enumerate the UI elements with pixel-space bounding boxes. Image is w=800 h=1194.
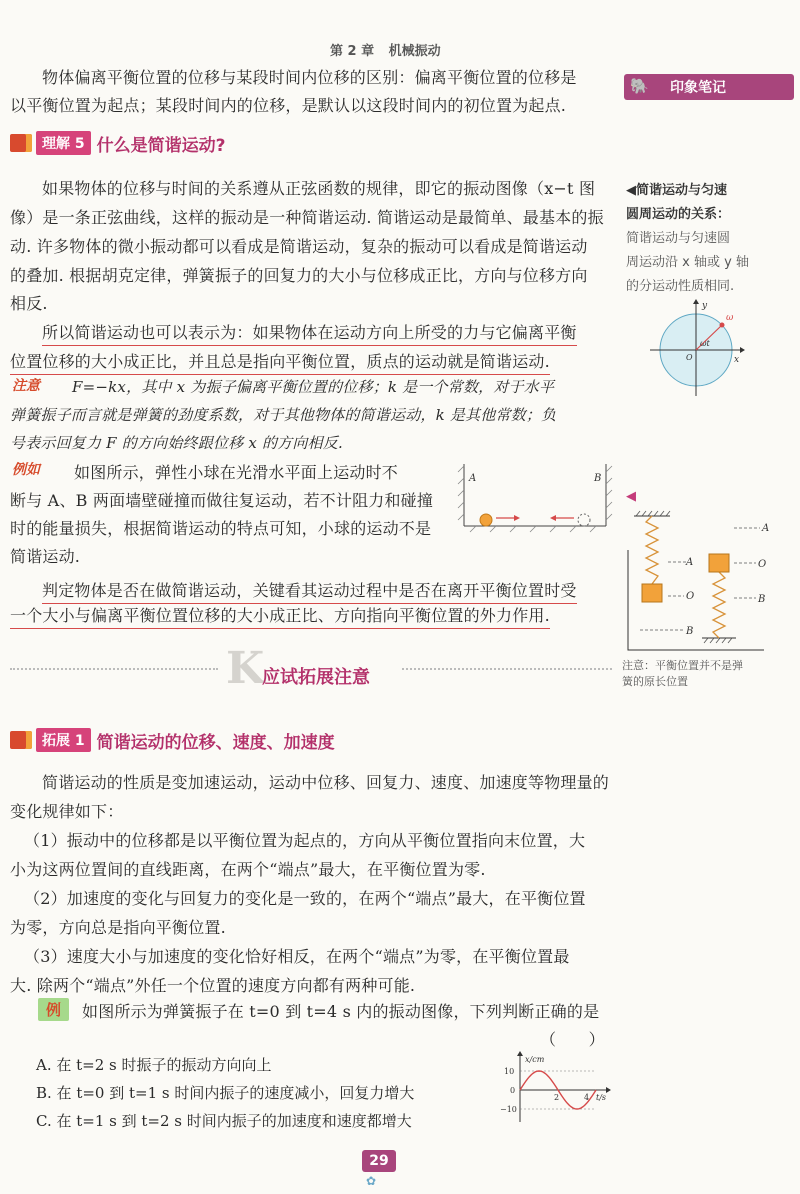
wall-b-label: B (594, 473, 602, 484)
sidebar-arrow: ◀ (626, 489, 636, 504)
example-label: 例 (38, 998, 69, 1021)
section-tag-understand-5 (10, 132, 226, 154)
relation-body-l1: 简谐运动与匀速圆 (626, 231, 731, 246)
graph-xlabel: t/s (596, 1093, 607, 1102)
section-title: 简谐运动的位移、速度、加速度 (96, 732, 335, 753)
intro-line-1: 物体偏离平衡位置的位移与某段时间内位移的区别：偏离平衡位置的位移是 (42, 68, 577, 87)
s2-p1-l2: 变化规律如下： (10, 802, 124, 821)
ex-l4: 简谐运动. (10, 547, 81, 566)
ball (480, 514, 492, 526)
relation-body-l3: 的分运动性质相同. (626, 279, 735, 294)
chapter-number: 第 2 章 (330, 44, 375, 59)
note-l2: 弹簧振子而言就是弹簧的劲度系数，对于其他物体的简谐运动，k 是其他常数；负 (10, 406, 557, 424)
circle-motion-diagram (646, 298, 746, 398)
s1-p1-l2: 像）是一条正弦曲线，这样的振动是一种简谐运动. 简谐运动是最简单、最基本的振 (10, 208, 604, 227)
ball-wall-figure (456, 462, 616, 536)
s2-p1-l1: 简谐运动的性质是变加速运动，运动中位移、回复力、速度、加速度等物理量的 (42, 773, 610, 792)
bird-icon: ✿ (366, 1174, 377, 1188)
relation-title-l2: 圆周运动的关系： (626, 207, 731, 222)
graph-t2: 2 (554, 1093, 560, 1102)
graph-ylabel: x/cm (525, 1055, 545, 1064)
spring-diagram (624, 510, 774, 656)
svg-text:B: B (758, 594, 766, 605)
svg-text:B: B (686, 626, 694, 637)
example-badge-text: 例如 (12, 462, 40, 478)
graph-y-bot: −10 (500, 1105, 517, 1114)
s2-i2-l2: 为零，方向总是指向平衡位置. (10, 918, 226, 937)
note-badge (12, 375, 40, 395)
ex-l1: 如图所示，弹性小球在光滑水平面上运动时不 (74, 463, 399, 482)
section-title: 什么是简谐运动? (96, 135, 226, 156)
graph-y-top: 10 (504, 1067, 515, 1076)
section-tag-extend-1 (10, 729, 335, 751)
s2-i2-l1: （2）加速度的变化与回复力的变化是一致的，在两个“端点”最大，在平衡位置 (24, 889, 586, 908)
s1-p2-l1: 所以简谐运动也可以表示为：如果物体在运动方向上所受的力与它偏离平衡 (42, 321, 577, 346)
s1-p3-l1: 判定物体是否在做简谐运动，关键看其运动过程中是否在离开平衡位置时受 (42, 579, 577, 604)
option-b: B. 在 t=0 到 t=1 s 时间内振子的速度减小，回复力增大 (36, 1084, 415, 1102)
s1-p1-l5: 相反. (10, 294, 48, 313)
divider-right (402, 668, 612, 670)
books-icon (10, 134, 32, 152)
note-l1: F=−kx，其中 x 为振子偏离平衡位置的位移；k 是一个常数，对于水平 (72, 378, 555, 396)
ex-l2: 断与 A、B 两面墙壁碰撞而做往复运动，若不计阻力和碰撞 (10, 491, 434, 510)
elephant-icon: 🐘 (630, 77, 649, 95)
divider-left (10, 668, 218, 670)
relation-body-l2: 周运动沿 x 轴或 y 轴 (626, 255, 749, 270)
books-icon (10, 731, 32, 749)
wall-a-label: A (469, 473, 477, 484)
divider-letter: K (226, 643, 265, 694)
intro-line-2: 以平衡位置为起点；某段时间内的位移，是默认以这段时间内的初位置为起点. (10, 96, 567, 115)
section-label: 理解 5 (36, 131, 91, 155)
s1-p2-l2: 位置位移的大小成正比，并且总是指向平衡位置，质点的运动就是简谐运动. (10, 350, 550, 375)
example-question: 如图所示为弹簧振子在 t=0 到 t=4 s 内的振动图像，下列判断正确的是 (82, 1002, 600, 1021)
note-l3: 号表示回复力 F 的方向始终跟位移 x 的方向相反. (10, 434, 343, 452)
spring-note-l1: 注意：平衡位置并不是弹 (622, 659, 743, 672)
vibration-graph (500, 1050, 620, 1124)
note-badge-text: 注意 (12, 378, 40, 394)
graph-origin: 0 (510, 1086, 516, 1095)
s2-i1-l1: （1）振动中的位移都是以平衡位置为起点的，方向从平衡位置指向末位置，大 (24, 831, 586, 850)
option-a: A. 在 t=2 s 时振子的振动方向向上 (36, 1056, 272, 1074)
s2-i1-l2: 小为这两位置间的直线距离，在两个“端点”最大，在平衡位置为零. (10, 860, 486, 879)
option-c: C. 在 t=1 s 到 t=2 s 时间内振子的加速度和速度都增大 (36, 1112, 412, 1130)
s1-p1-l3: 动. 许多物体的微小振动都可以看成是简谐运动，复杂的振动可以看成是简谐运动 (10, 237, 588, 256)
divider-title: 应试拓展注意 (262, 667, 370, 688)
svg-text:O: O (686, 353, 693, 362)
section-label: 拓展 1 (36, 728, 91, 752)
s1-p1-l4: 的叠加. 根据胡克定律，弹簧振子的回复力的大小与位移成正比，方向与位移方向 (10, 266, 588, 285)
s2-i3-l1: （3）速度大小与加速度的变化恰好相反，在两个“端点”为零，在平衡位置最 (24, 947, 570, 966)
ex-l3: 时的能量损失，根据简谐运动的特点可知，小球的运动不是 (10, 519, 432, 538)
spring-note-l2: 簧的原长位置 (622, 675, 688, 688)
svg-text:y: y (702, 301, 708, 311)
svg-text:O: O (686, 591, 695, 602)
svg-text:x: x (734, 355, 740, 365)
chapter-title: 机械振动 (388, 44, 441, 59)
s1-p1-l1: 如果物体的位移与时间的关系遵从正弦函数的规律，即它的振动图像（x−t 图 (42, 179, 596, 198)
page-number: 29 (362, 1150, 396, 1172)
svg-text:ω: ω (726, 313, 734, 323)
answer-paren: （ ） (540, 1030, 605, 1049)
s2-i3-l2: 大. 除两个“端点”外任一个位置的速度方向都有两种可能. (10, 976, 416, 995)
svg-text:A: A (686, 557, 694, 568)
notes-label: 印象笔记 (670, 80, 726, 96)
notes-banner (624, 74, 794, 100)
graph-t4: 4 (584, 1093, 590, 1102)
s1-p3-l2: 一个大小与偏离平衡位置位移的大小成正比、方向指向平衡位置的外力作用. (10, 604, 550, 629)
svg-text:O: O (758, 559, 767, 570)
svg-text:ωt: ωt (700, 339, 710, 348)
ball-ghost (578, 514, 590, 526)
example-badge (12, 459, 40, 479)
relation-title-l1: ◀简谐运动与匀速 (626, 183, 727, 198)
svg-text:A: A (762, 523, 770, 534)
chapter-header (330, 40, 441, 59)
